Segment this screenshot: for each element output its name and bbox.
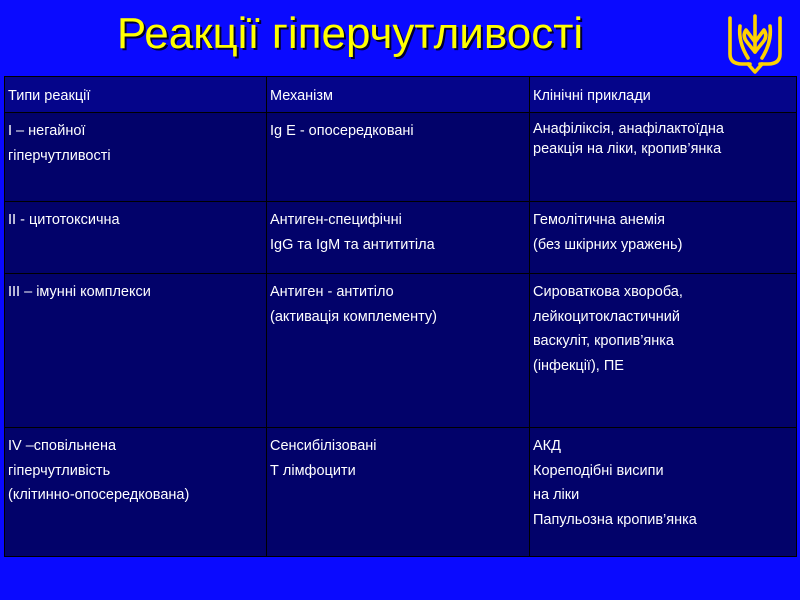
mechanism-cell [267, 202, 530, 274]
cell-line: Ig E - опосередковані [270, 123, 414, 139]
cell-line: Гемолітична анемія [533, 212, 665, 228]
cell-line: реакція на ліки, кропив’янка [533, 141, 722, 157]
cell-line: гіперчутливість [8, 462, 111, 479]
table-header-row [5, 77, 797, 113]
cell-line: Анафіліксія, анафілактоїдна [533, 121, 724, 137]
table-row-type-1 [5, 113, 797, 202]
reaction-type-cell [5, 113, 267, 202]
cell-line: васкуліт, кропив’янка [533, 333, 674, 349]
cell-line: Папульозна кропив’янка [533, 511, 697, 528]
clinical-examples-cell [530, 113, 797, 202]
cell-line: Кореподібні висипи [533, 462, 664, 479]
header-reaction-types: Типи реакції [5, 77, 267, 113]
cell-line: II - цитотоксична [8, 212, 120, 228]
reaction-type-cell [5, 202, 267, 274]
slide-title: Реакції гіперчутливості [116, 9, 584, 58]
mechanism-cell [267, 113, 530, 202]
table-row-type-4 [5, 428, 797, 557]
cell-line: (інфекції), ПЕ [533, 357, 624, 374]
clinical-examples-cell [530, 202, 797, 274]
reactions-table [4, 76, 796, 557]
reaction-type-cell [5, 428, 267, 557]
cell-line: Сенсибілізовані [270, 438, 377, 454]
table-row-type-3 [5, 274, 797, 428]
cell-line: I – негайної [8, 123, 86, 139]
reaction-type-cell [5, 274, 267, 428]
cell-line: Антиген - антитіло [270, 284, 394, 300]
cell-line: (активація комплементу) [270, 308, 437, 325]
cell-line: гіперчутливості [8, 147, 111, 164]
cell-line: Сироваткова хвороба, [533, 284, 683, 300]
header-mechanism: Механізм [267, 77, 530, 113]
table-row-type-2 [5, 202, 797, 274]
ukraine-trident-icon [722, 12, 788, 78]
mechanism-cell [267, 274, 530, 428]
cell-line: (клітинно-опосередкована) [8, 487, 190, 503]
cell-line: АКД [533, 438, 561, 454]
clinical-examples-cell [530, 428, 797, 557]
mechanism-cell [267, 428, 530, 557]
cell-line: Антиген-специфічні [270, 212, 402, 228]
cell-line: Т лімфоцити [270, 462, 356, 479]
header-clinical-examples: Клінічні приклади [530, 77, 797, 113]
cell-line: III – імунні комплекси [8, 284, 151, 300]
cell-line: IV –сповільнена [8, 438, 117, 454]
cell-line: на ліки [533, 487, 580, 503]
cell-line: лейкоцитокластичний [533, 308, 680, 325]
cell-line: IgG та IgM та антититіла [270, 236, 435, 253]
cell-line: (без шкірних уражень) [533, 236, 683, 253]
clinical-examples-cell [530, 274, 797, 428]
